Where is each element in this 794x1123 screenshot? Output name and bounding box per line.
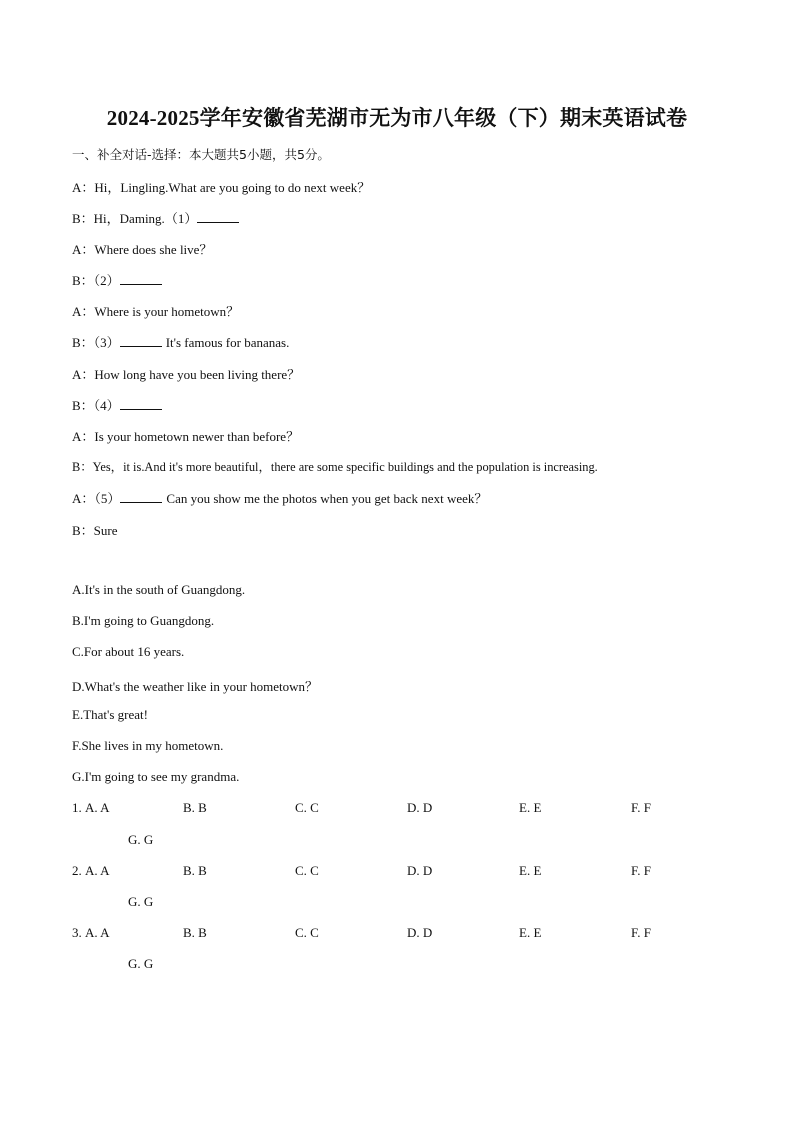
dialogue-line: [72, 457, 598, 475]
dialogue-line: [72, 332, 289, 351]
dialogue-line: [72, 364, 300, 383]
dialogue-text: How long have you been living there？: [94, 367, 301, 382]
blank-number: （5）: [94, 491, 121, 506]
question-1-choices: [72, 800, 732, 818]
question-number: 2.: [72, 863, 82, 878]
dialogue-text: Yes，it is.And it's more beautiful，there are some specific buildings and the population is increasing.: [92, 460, 598, 474]
dialogue-text: Hi，Lingling.What are you going to do next week？: [94, 180, 371, 195]
answer-blank[interactable]: [120, 398, 162, 410]
blank-number: （3）: [93, 335, 120, 350]
question-number: 1.: [72, 800, 82, 815]
dialogue-line: [72, 301, 239, 320]
question-3-choices: [72, 925, 732, 943]
page-title: 2024-2025学年安徽省芜湖市无为市八年级（下）期末英语试卷: [106, 106, 688, 130]
choice-e[interactable]: E. E: [519, 800, 542, 815]
choice-g[interactable]: G. G: [128, 832, 154, 847]
answer-blank[interactable]: [197, 211, 239, 223]
question-2-choices: [72, 863, 732, 881]
blank-number: （1）: [164, 211, 198, 226]
section-heading: 一、补全对话-选择：本大题共5小题，共5分。: [72, 147, 330, 162]
option-item: F.She lives in my hometown.: [72, 738, 224, 753]
speaker: B：: [72, 523, 94, 538]
speaker: A：: [72, 242, 95, 257]
speaker: A：: [72, 429, 95, 444]
question-2-choices-wrap: [72, 894, 732, 912]
speaker: B：: [72, 460, 93, 474]
option-item: E.That's great!: [72, 707, 148, 722]
speaker: B：: [72, 398, 94, 413]
dialogue-line: [72, 488, 487, 507]
choice-c[interactable]: C. C: [295, 925, 319, 940]
option-item: G.I'm going to see my grandma.: [72, 769, 240, 784]
question-number: 3.: [72, 925, 82, 940]
option-item: D.What's the weather like in your hometown？: [72, 679, 319, 694]
choice-f[interactable]: F. F: [631, 863, 651, 878]
dialogue-text: It's famous for bananas.: [165, 335, 290, 350]
speaker: B：: [72, 273, 94, 288]
dialogue-line: [72, 270, 166, 289]
dialogue-text: Can you show me the photos when you get back next week？: [166, 491, 488, 506]
dialogue-line: [72, 520, 118, 539]
dialogue-line: [72, 426, 299, 445]
choice-a[interactable]: A. A: [85, 925, 110, 940]
dialogue-line: [72, 208, 243, 227]
choice-c[interactable]: C. C: [295, 800, 319, 815]
choice-f[interactable]: F. F: [631, 800, 651, 815]
question-3-choices-wrap: [72, 956, 732, 974]
speaker: A：: [72, 367, 95, 382]
dialogue-text: Is your hometown newer than before？: [94, 429, 300, 444]
choice-d[interactable]: D. D: [407, 925, 433, 940]
choice-f[interactable]: F. F: [631, 925, 651, 940]
dialogue-line: [72, 239, 212, 258]
option-item: B.I'm going to Guangdong.: [72, 613, 215, 628]
choice-a[interactable]: A. A: [85, 800, 110, 815]
speaker: A：: [72, 180, 95, 195]
question-1-choices-wrap: [72, 832, 732, 850]
answer-blank[interactable]: [120, 273, 162, 285]
choice-d[interactable]: D. D: [407, 800, 433, 815]
dialogue-line: [72, 177, 370, 196]
dialogue-text: Hi，Daming.: [93, 211, 165, 226]
choice-b[interactable]: B. B: [183, 800, 207, 815]
blank-number: （2）: [93, 273, 120, 288]
choice-e[interactable]: E. E: [519, 863, 542, 878]
speaker: B：: [72, 335, 94, 350]
dialogue-line: [72, 395, 166, 414]
dialogue-text: Where does she live？: [94, 242, 213, 257]
option-item: C.For about 16 years.: [72, 644, 185, 659]
blank-number: （4）: [93, 398, 120, 413]
choice-c[interactable]: C. C: [295, 863, 319, 878]
speaker: A：: [72, 491, 95, 506]
dialogue-text: Sure: [93, 523, 118, 538]
choice-a[interactable]: A. A: [85, 863, 110, 878]
answer-blank[interactable]: [120, 335, 162, 347]
choice-g[interactable]: G. G: [128, 956, 154, 971]
answer-blank[interactable]: [120, 491, 162, 503]
choice-g[interactable]: G. G: [128, 894, 154, 909]
choice-b[interactable]: B. B: [183, 925, 207, 940]
choice-d[interactable]: D. D: [407, 863, 433, 878]
choice-b[interactable]: B. B: [183, 863, 207, 878]
dialogue-text: Where is your hometown？: [94, 304, 240, 319]
speaker: A：: [72, 304, 95, 319]
speaker: B：: [72, 211, 94, 226]
choice-e[interactable]: E. E: [519, 925, 542, 940]
option-item: A.It's in the south of Guangdong.: [72, 582, 246, 597]
